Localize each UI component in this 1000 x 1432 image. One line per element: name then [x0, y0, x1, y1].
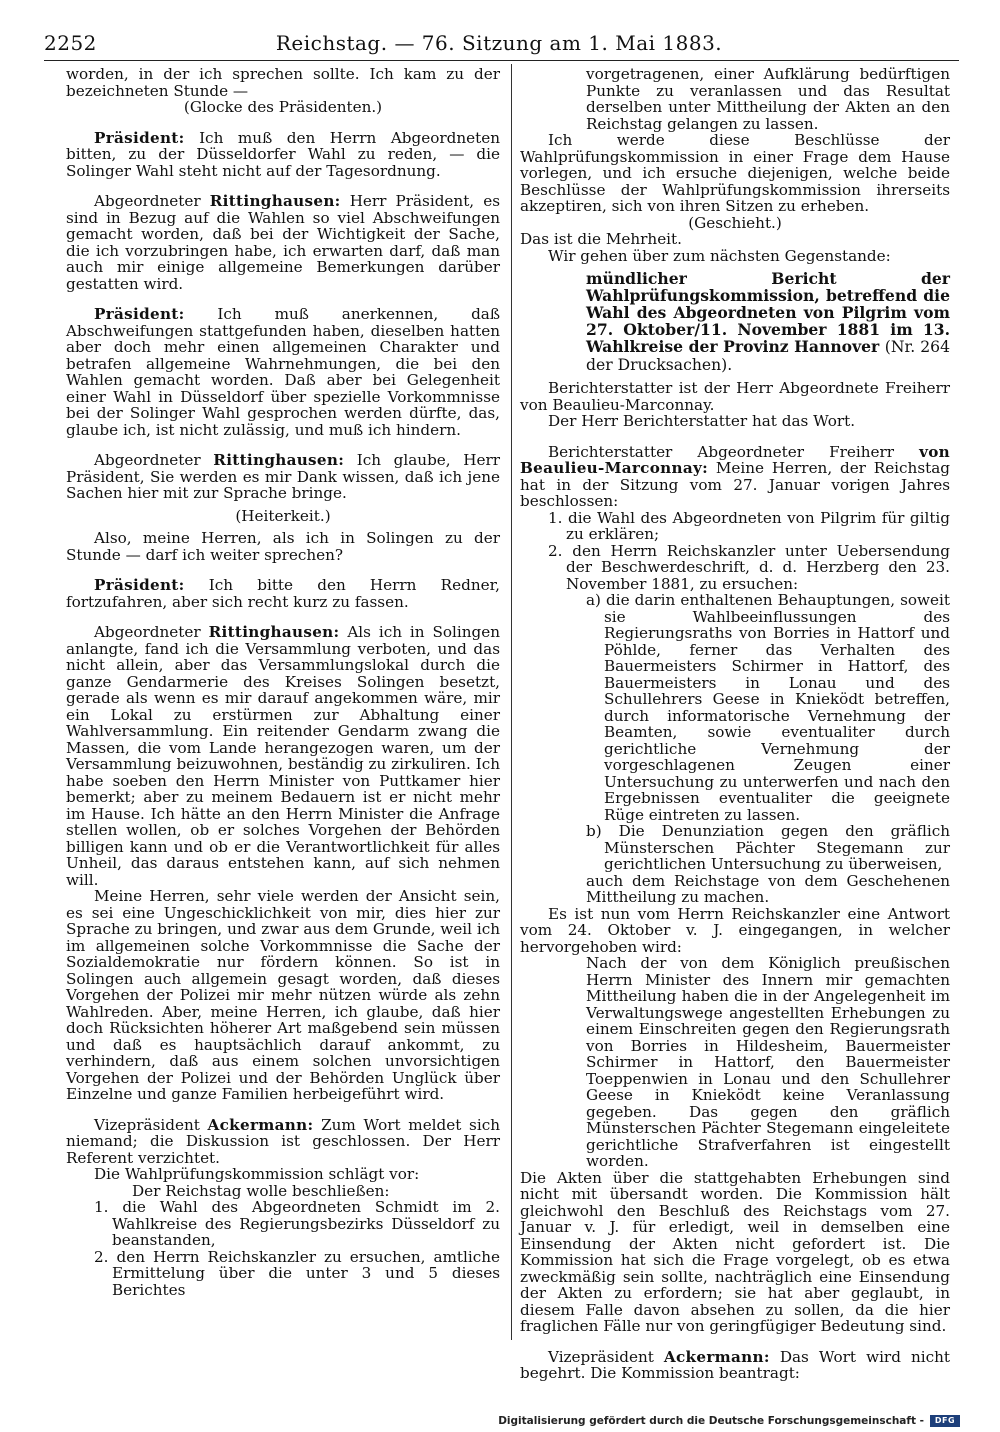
speaker-name: Rittinghausen: [209, 192, 341, 210]
agenda-item [520, 270, 950, 374]
credit-text: Digitalisierung gefördert durch die Deutsche Forschungsgemeinschaft - [498, 1415, 924, 1427]
stage-direction: (Heiterkeit.) [235, 506, 331, 525]
paragraph: Ich werde diese Beschlüsse der Wahlprüfungskommission in einer Frage dem Hause vorlegen, und ich ersuche diejenigen, welche beide Beschlüsse der Wahlprüfungskommission ihrerseits akzeptiren, sich von ihren Sitzen zu erheben. [520, 131, 950, 215]
paragraph: Der Herr Berichterstatter hat das Wort. [548, 412, 856, 430]
left-column [66, 66, 500, 1298]
page-header [44, 30, 954, 56]
speaker-name: Ackermann: [663, 1347, 770, 1366]
paragraph: Berichterstatter ist der Herr Abgeordnete Freiherr von Beaulieu-Marconnay. [520, 379, 950, 414]
speaker-name: Präsident: [94, 305, 185, 323]
paragraph: Die Wahlprüfungskommission schlägt vor: [94, 1165, 420, 1183]
speaker-name: Rittinghausen: [208, 623, 340, 641]
paragraph: Meine Herren, sehr viele werden der Ansicht sein, es sei eine Ungeschicklichkeit von mir, dies hier zur Sprache zu bringen, und zwar aus dem Grunde, weil ich im allgemeinen solche Vorkommnisse die Sache der Sozialdemokratie nur fördern können. So ist in Solingen auch allgemein gesagt worden, daß dieses Vorgehen der Polizei mir mehr nützen würde als zehn Wahlreden. Aber, meine Herren, ich glaube, daß hier doch Rücksichten höherer Art maßgebend sein müssen und daß es hauptsächlich darauf ankommt, zu verhindern, daß aus einem solchen unvorsichtigen Vorgehen der Polizei und der Behörden Unglück über Einzelne und ganze Familien herbeigeführt wird. [66, 887, 500, 1103]
speaker-title: Berichterstatter Abgeordneter Freiherr [548, 442, 895, 461]
speaker-name: Ackermann: [207, 1115, 314, 1134]
list-item: b) Die Denunziation gegen den gräflich Münsterschen Pächter Stegemann zur gerichtlichen Untersuchung zu überweisen, [586, 822, 950, 873]
speech-text: Zum Wort meldet sich niemand; die Diskussion ist geschlossen. Der Herr Referent verzichtet. [66, 1115, 500, 1167]
digitization-credit [498, 1413, 960, 1429]
speaker-title: Vizepräsident [548, 1347, 654, 1366]
paragraph: Wir gehen über zum nächsten Gegenstande: [548, 246, 891, 265]
speaker-name: Rittinghausen: [213, 451, 345, 469]
column-divider [511, 64, 512, 1340]
paragraph: Der Reichstag wolle beschließen: [132, 1181, 390, 1200]
speech [66, 624, 500, 888]
speaker-title: Abgeordneter [94, 451, 201, 469]
paragraph: vorgetragenen, einer Aufklärung bedürftigen Punkte zu veranlassen und das Resultat derselben unter Mittheilung der Akten an den Reichstag gelangen zu lassen. [586, 65, 950, 133]
list-item: 2. den Herrn Reichskanzler zu ersuchen, amtliche Ermittelung über die unter 3 und 5 dieses Berichtes [94, 1247, 500, 1299]
speech-text: Ich muß anerkennen, daß Abschweifungen stattgefunden haben, dieselben hatten aber doch mehr einen allgemeinen Charakter und betrafen allgemeine Wahrnehmungen, die bei den Wahlen gemacht worden. Daß aber bei Gelegenheit einer Wahl in Düsseldorf über spezielle Vorkommnisse bei der Solinger Wahl gesprochen werden dürfte, das, glaube ich, ist nicht zulässig, und muß ich hindern. [66, 305, 500, 439]
list-item: 1. die Wahl des Abgeordneten von Pilgrim für giltig zu erklären; [548, 508, 950, 543]
speaker-title: Vizepräsident [94, 1115, 200, 1134]
speech [66, 1117, 500, 1167]
quotation: Nach der von dem Königlich preußischen Herrn Minister des Innern mir gemachten Mittheilung haben die in der Angelegenheit im Verwaltungswege angestellten Erhebungen zu einem Einschreiten gegen den Regierungsrath von Borries in Hildesheim, Bauermeister Schirmer in Hattorf, den Bauermeister Toeppenwien in Lonau und den Schullehrer Geese in Knieködt keine Veranlassung gegeben. Das gegen den gräflich Münsterschen Pächter Stegemann eingeleitete gerichtliche Strafverfahren ist eingestellt worden. [586, 954, 950, 1170]
speech [520, 1349, 950, 1382]
agenda-title: mündlicher Bericht der Wahlprüfungskommission, betreffend die Wahl des Abgeordneten von Pilgrim vom 27. Oktober/11. November 1881 im 13. Wahlkreise der Provinz Hannover [586, 269, 950, 356]
paragraph: worden, in der ich sprechen sollte. Ich kam zu der bezeichneten Stunde — [66, 65, 500, 100]
paragraph: Also, meine Herren, als ich in Solingen zu der Stunde — darf ich weiter sprechen? [66, 529, 500, 564]
right-column [520, 66, 950, 1382]
speech [66, 130, 500, 180]
speaker-name: Präsident: [94, 576, 185, 594]
page-number: 2252 [44, 31, 97, 55]
speech-text: Als ich in Solingen anlangte, fand ich die Versammlung verboten, und das nicht allein, aber das Versammlungslokal durch die ganze Gendarmerie des Kreises Solingen besetzt, gerade als wenn es mir darauf angekommen wäre, mir ein Lokal zu erstürmen zur Abhaltung einer Wahlversammlung. Ein reitender Gendarm zwang die Massen, die vom Lande herangezogen waren, um der Versammlung beizuwohnen, beständig zu zirkuliren. Ich habe soeben den Herrn Minister von Puttkamer hier bemerkt; aber zu meinem Bedauern ist er nicht mehr im Hause. Ich hätte an den Herrn Minister die Anfrage stellen wollen, ob er solches Vorgehen der Behörden billigen kann und ob er die Verantwortlichkeit für alles Unheil, das daraus entstehen kann, auf sich nehmen will. [66, 623, 501, 889]
speech [66, 577, 500, 610]
agenda-reference: (Nr. 264 der Drucksachen). [586, 338, 950, 374]
speaker-title: Abgeordneter [94, 192, 201, 210]
speech [66, 193, 500, 292]
speaker-name: von Beaulieu-Marconnay: [520, 442, 951, 477]
stage-direction: (Geschieht.) [688, 213, 782, 232]
paragraph: auch dem Reichstage von dem Geschehenen Mittheilung zu machen. [586, 871, 950, 906]
paragraph: Das ist die Mehrheit. [520, 230, 682, 248]
speech-text: Ich glaube, Herr Präsident, Sie werden es mir Dank wissen, daß ich jene Sachen hier mit zur Sprache bringe. [66, 451, 500, 502]
list-item: a) die darin enthaltenen Behauptungen, soweit sie Wahlbeeinflussungen des Regierungsraths von Borries in Hattorf und Pöhlde, ferner das Verhalten des Bauermeisters Schirmer in Hattorf, des Bauermeisters in Lonau und des Schullehrers Geese in Knieködt betreffen, durch informatorische Vernehmung der Beamten, sowie eventualiter durch gerichtliche Vernehmung der vorgeschlagenen Zeugen einer Untersuchung zu unterwerfen und nach den Ergebnissen eventualiter die geeignete Rüge eintreten zu lassen. [586, 591, 950, 824]
speech-text: Ich bitte den Herrn Redner, fortzufahren, aber sich recht kurz zu fassen. [66, 576, 501, 611]
speech-text: Meine Herren, der Reichstag hat in der Sitzung vom 27. Januar vorigen Jahres beschlossen: [520, 459, 950, 510]
speech [66, 306, 500, 438]
speaker-name: Präsident: [94, 128, 185, 147]
speech-text: Herr Präsident, es sind in Bezug auf die Wahlen so viel Abschweifungen gemacht worden, daß bei der Wichtigkeit der Sache, die ich vorzubringen habe, ich erwarten darf, daß man auch mir einige allgemeine Bemerkungen darüber gestatten wird. [66, 192, 501, 293]
stage-direction: (Glocke des Präsidenten.) [183, 98, 383, 116]
page-title: Reichstag. — 76. Sitzung am 1. Mai 1883. [275, 31, 723, 55]
dfg-logo-icon: DFG [930, 1415, 960, 1427]
speech [520, 444, 950, 510]
paragraph: Es ist nun vom Herrn Reichskanzler eine Antwort vom 24. Oktober v. J. eingegangen, in welcher hervorgehoben wird: [520, 904, 950, 956]
speech [66, 452, 500, 502]
header-rule [44, 60, 959, 61]
speech-text: Das Wort wird nicht begehrt. Die Kommission beantragt: [520, 1347, 951, 1382]
speech-text: Ich muß den Herrn Abgeordneten bitten, zu der Düsseldorfer Wahl zu reden, — die Solinger Wahl steht nicht auf der Tagesordnung. [66, 128, 500, 180]
paragraph: Die Akten über die stattgehabten Erhebungen sind nicht mit übersandt worden. Die Kommission hält gleichwohl den Beschluß des Reichstags vom 27. Januar v. J. für erledigt, weil in demselben eine Einsendung der Akten nicht gefordert ist. Die Kommission hat sich die Frage vorgelegt, ob es etwa zweckmäßig sein sollte, nachträglich eine Einsendung der Akten zu erfordern; sie hat aber geglaubt, in diesem Falle davon absehen zu sollen, da die hier fraglichen Fälle nur von geringfügiger Bedeutung sind. [520, 1168, 950, 1335]
speaker-title: Abgeordneter [94, 623, 201, 641]
list-item: 1. die Wahl des Abgeordneten Schmidt im 2. Wahlkreise des Regierungsbezirks Düsseldorf zu beanstanden, [94, 1198, 500, 1249]
list-item: 2. den Herrn Reichskanzler unter Uebersendung der Beschwerdeschrift, d. d. Herzberg den 23. November 1881, zu ersuchen: [548, 541, 950, 593]
